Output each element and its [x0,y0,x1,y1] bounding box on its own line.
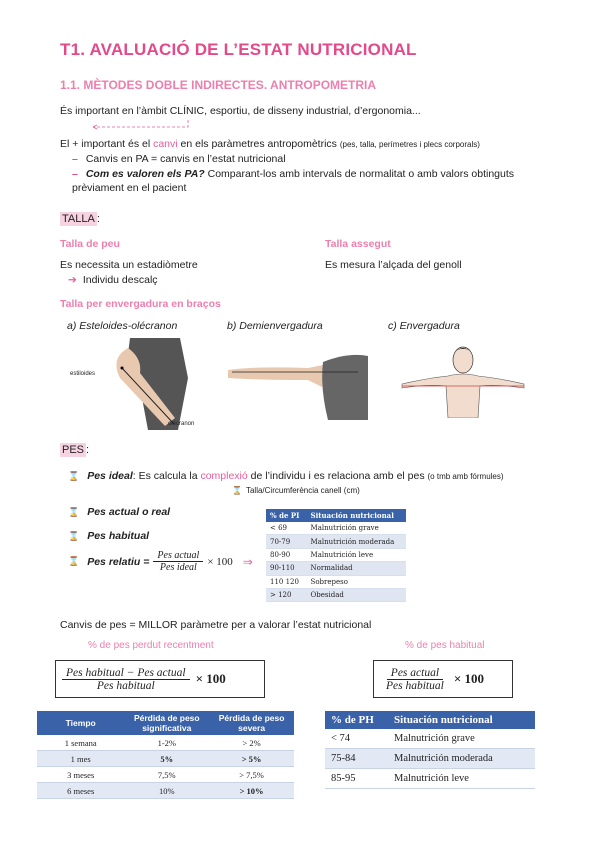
table-header: Pérdida de peso significativa [124,711,209,735]
table-header: Pérdida de peso severa [209,711,294,735]
fig-b-caption: b) Demienvergadura [227,320,323,332]
talla-assegut-text: Es mesura l’alçada del genoll [325,259,462,271]
table-row: 70-79 Malnutrición moderada [266,535,406,548]
table-row: 3 meses 7,5% > 7,5% [37,767,294,783]
fig-a-caption: a) Esteloides-olécranon [67,320,178,332]
dash-item-1: – Canvis en PA = canvis en l’estat nutricional [72,153,286,165]
table-row: 6 meses 10% > 10% [37,783,294,799]
figure-a-arm-image [70,338,210,430]
table-row: 1 mes 5% > 5% [37,751,294,767]
table-row: 1 semana 1-2% > 2% [37,735,294,751]
important-line: El + important és el canvi en els paràmetres antropomètrics (pes, talla, perímetres i plecs corporals) [60,138,480,150]
table-row: < 69 Malnutrición grave [266,522,406,535]
figure-b-arm-image [228,348,368,420]
dash-item-2: – Com es valoren els PA? Comparant-los amb intervals de normalitat o amb valors obtinguts prèviament en el pacient [72,168,515,194]
label-olecranon: olécranon [168,421,195,427]
formula-perdut: $\frac{\text{Pes habitual − Pes actual}}{\text{Pes habitual}}$ × 100 [55,660,265,698]
table-percent-pi [266,509,406,602]
talla-heading: TALLA : [62,213,100,225]
table-header: Tiempo [37,711,124,735]
table-header: % de PI [266,509,307,522]
fig-c-caption: c) Envergadura [388,320,460,332]
table-row: < 74 Malnutrición grave [325,729,535,749]
pes-habitual: ⌛ Pes habitual [68,530,150,542]
talla-peu-text: Es necessita un estadiòmetre [60,259,198,271]
annotation-arrow [90,118,190,132]
pes-relatiu: ⌛ Pes relatiu = $\frac{\text{Pes actual}}{\text{Pes ideal}}$ × 100 ⇒ [68,550,253,573]
perdut-title: % de pes perdut recentment [88,640,214,651]
table-row: 110 120 Sobrepeso [266,575,406,588]
table-percent-ph [325,711,535,789]
pes-ideal-sub: ⌛ Talla/Circumferència canell (cm) [232,486,360,495]
table-row: 75-84 Malnutrición moderada [325,749,535,769]
canvis-text: Canvis de pes = MILLOR paràmetre per a valorar l’estat nutricional [60,619,372,631]
talla-envergadura-title: Talla per envergadura en braços [60,298,221,310]
table-row: 90-110 Normalidad [266,562,406,575]
table-row: 80-90 Malnutrición leve [266,548,406,561]
habitual-title: % de pes habitual [405,640,485,651]
table-perdida-peso [37,711,294,799]
table-header: Situación nutricional [388,711,535,729]
pes-heading: PES : [62,444,90,456]
talla-peu-bullet: ➔ Individu descalç [68,274,158,286]
pes-actual: ⌛ Pes actual o real [68,506,171,518]
pes-ideal-line: ⌛ Pes ideal: Es calcula la complexió de l’individu i es relaciona amb el pes (o tmb amb fórmules) [68,470,504,482]
table-row: > 120 Obesidad [266,588,406,601]
section-subtitle: 1.1. MÈTODES DOBLE INDIRECTES. ANTROPOMETRIA [60,78,377,92]
page-title: T1. AVALUACIÓ DE L’ESTAT NUTRICIONAL [60,40,417,59]
table-row: 85-95 Malnutrición leve [325,769,535,789]
table-header: Situación nutricional [307,509,406,522]
label-estiloides: estiloides [70,371,96,377]
formula-habitual: $\frac{\text{Pes actual}}{\text{Pes habitual}}$ × 100 [373,660,513,698]
figure-c-person-image [398,338,528,418]
intro-text: És important en l’àmbit CLÍNIC, esportiu, de disseny industrial, d’ergonomia... [60,105,421,117]
table-header: % de PH [325,711,388,729]
talla-assegut-title: Talla assegut [325,238,391,250]
talla-peu-title: Talla de peu [60,238,120,250]
